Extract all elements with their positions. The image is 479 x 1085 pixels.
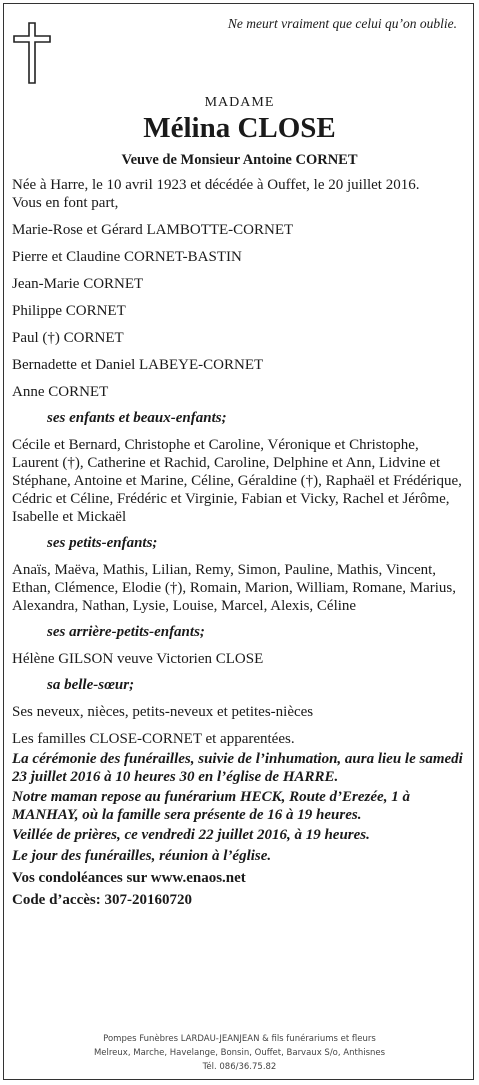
- announce-line: Vous en font part,: [12, 195, 119, 211]
- condolences-line: Vos condoléances sur www.enaos.net: [12, 870, 246, 886]
- families-line: Les familles CLOSE-CORNET et apparentées.: [12, 731, 295, 747]
- ceremony-info: La cérémonie des funérailles, suivie de l’inhumation, aura lieu le samedi 23 juillet 2016 à 10 heures 30 en l’église de HARRE.: [12, 751, 463, 785]
- child-line: Paul (†) CORNET: [12, 330, 124, 346]
- footer-line: Melreux, Marche, Havelange, Bonsin, Ouffet, Barvaux S/o, Anthisnes: [93, 1048, 386, 1058]
- child-line: Anne CORNET: [12, 384, 109, 400]
- grandchildren-role: ses petits-enfants;: [47, 535, 158, 551]
- grandchildren-list: Cécile et Bernard, Christophe et Caroline, Véronique et Christophe, Laurent (†), Catherine et Rachid, Caroline, Delphine et Ann, Lidvine et Stéphane, Antoine et Marine, Céline, Géraldine (†), Raphaël et Frédérique, Cédric et Céline, Frédéric et Virginie, Fabian et Vicky, Rachel et Jérôme, Isabelle et Mickaël: [12, 437, 462, 525]
- vigil-info: Veillée de prières, ce vendredi 22 juillet 2016, à 19 heures.: [12, 827, 370, 843]
- child-line: Jean-Marie CORNET: [12, 276, 144, 292]
- great-grandchildren-list: Anaïs, Maëva, Mathis, Lilian, Remy, Simon, Pauline, Mathis, Vincent, Ethan, Clémence, Elodie (†), Romain, Marion, William, Romane, Marius, Alexandra, Nathan, Lysie, Louise, Marcel, Alexis, Céline: [12, 562, 457, 614]
- widow-of: Veuve de Monsieur Antoine CORNET: [121, 152, 358, 168]
- funeral-director-footer: [0, 1032, 479, 1074]
- child-line: Pierre et Claudine CORNET-BASTIN: [12, 249, 242, 265]
- epigraph: Ne meurt vraiment que celui qu’on oublie.: [227, 16, 457, 31]
- access-code: Code d’accès: 307-20160720: [12, 892, 192, 908]
- deceased-name: Mélina CLOSE: [143, 112, 336, 144]
- title-prefix: MADAME: [204, 95, 275, 110]
- children-role: ses enfants et beaux-enfants;: [47, 410, 227, 426]
- footer-line: Tél. 086/36.75.82: [202, 1062, 277, 1072]
- cross-icon: [12, 22, 52, 84]
- great-grandchildren-role: ses arrière-petits-enfants;: [47, 624, 205, 640]
- reunion-info: Le jour des funérailles, réunion à l’église.: [12, 847, 272, 864]
- sister-in-law-role: sa belle-sœur;: [47, 677, 135, 693]
- footer-line: Pompes Funèbres LARDAU-JEANJEAN & fils funérariums et fleurs: [103, 1034, 376, 1044]
- child-line: Bernadette et Daniel LABEYE-CORNET: [12, 357, 264, 373]
- funeral-home-info: Notre maman repose au funérarium HECK, Route d’Erezée, 1 à MANHAY, où la famille sera présente de 16 à 19 heures.: [12, 789, 410, 823]
- sister-in-law: Hélène GILSON veuve Victorien CLOSE: [12, 651, 264, 667]
- child-line: Philippe CORNET: [12, 303, 126, 319]
- announcement-body: [12, 176, 464, 909]
- birth-death: Née à Harre, le 10 avril 1923 et décédée à Ouffet, le 20 juillet 2016.: [12, 177, 420, 193]
- child-line: Marie-Rose et Gérard LAMBOTTE-CORNET: [12, 222, 294, 238]
- nephews-line: Ses neveux, nièces, petits-neveux et petites-nièces: [12, 704, 314, 720]
